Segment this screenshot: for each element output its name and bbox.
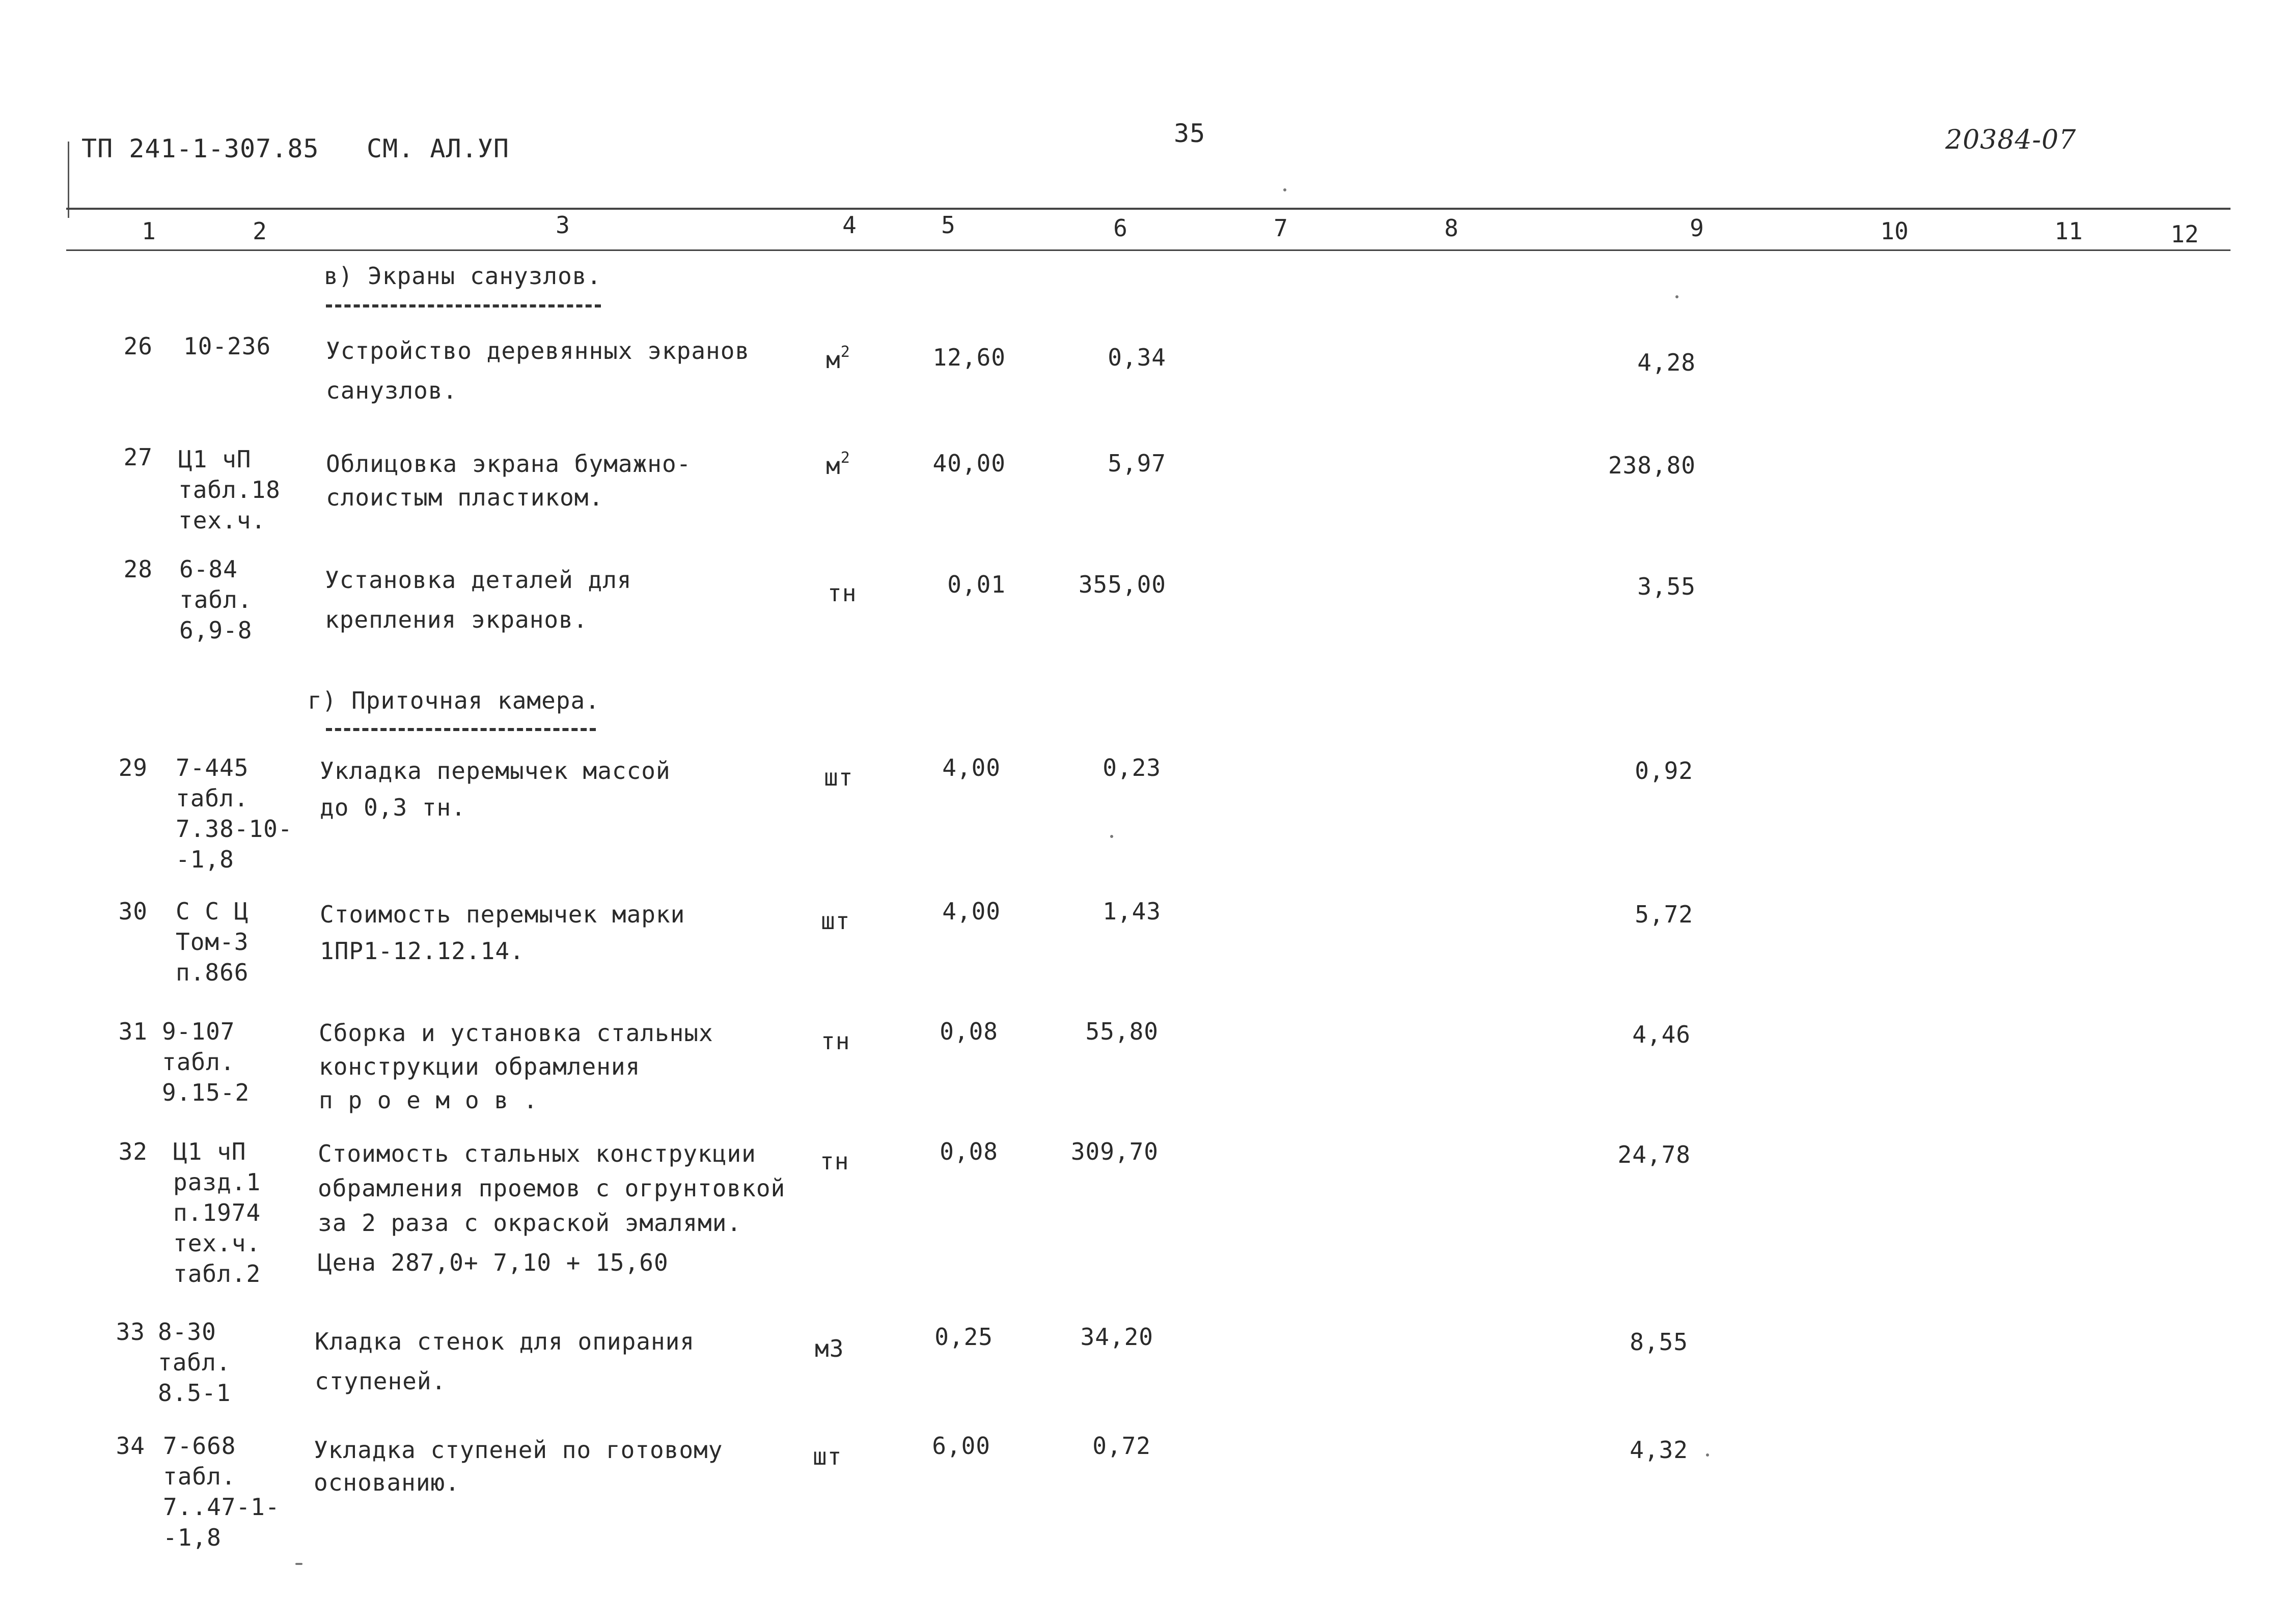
section-underline: [326, 728, 596, 731]
row-description: Сборка и установка стальных конструкции обрамления п р о е м о в .: [319, 1019, 713, 1114]
header-top-rule: [66, 208, 2230, 210]
row-unit: шт: [824, 764, 853, 791]
row-code: Ц1 чП разд.1 п.1974 тех.ч. табл.2: [173, 1138, 261, 1287]
handwritten-reference: 20384-07: [1945, 125, 2077, 155]
row-code: 8-30 табл. 8.5-1: [158, 1318, 231, 1407]
row-total: 0,92: [1635, 757, 1693, 785]
row-unit-price: 0,34: [1108, 344, 1166, 371]
row-description: Установка деталей для крепления экранов.: [325, 566, 632, 633]
row-code: 10-236: [183, 332, 271, 360]
row-unit: шт: [813, 1443, 842, 1470]
row-unit-price: 34,20: [1080, 1323, 1153, 1351]
column-number: 2: [253, 217, 267, 245]
section-heading: г) Приточная камера.: [308, 687, 600, 714]
left-margin-rule: [68, 142, 69, 218]
row-description: Укладка перемычек массой до 0,3 тн.: [320, 757, 671, 821]
row-code: 7-445 табл. 7.38-10- -1,8: [176, 754, 293, 873]
row-quantity: 12,60: [932, 344, 1006, 371]
row-total: 5,72: [1635, 901, 1693, 928]
row-description: Кладка стенок для опирания ступеней.: [315, 1328, 695, 1395]
row-description: Укладка ступеней по готовому основанию.: [314, 1436, 723, 1496]
section-underline: [326, 304, 601, 307]
scan-speck: [1283, 188, 1286, 191]
column-number: 11: [2054, 217, 2083, 245]
row-number: 26: [123, 332, 153, 360]
scan-speck: [1110, 835, 1113, 838]
row-total: 4,46: [1632, 1021, 1691, 1048]
row-unit-price: 5,97: [1108, 450, 1166, 477]
row-unit: $м^2$: [826, 449, 850, 480]
column-number: 6: [1113, 214, 1127, 242]
row-unit: тн: [821, 1027, 850, 1055]
row-number: 30: [118, 898, 148, 925]
row-unit: тн: [820, 1147, 849, 1175]
row-number: 33: [116, 1318, 145, 1346]
row-total: 24,78: [1617, 1141, 1691, 1168]
row-description: Стоимость стальных конструкции обрамления проемов с огрунтовкой за 2 раза с окраской эмалями.: [318, 1140, 786, 1237]
row-description: Устройство деревянных экранов санузлов.: [326, 337, 750, 404]
row-unit-price: 309,70: [1070, 1138, 1159, 1165]
row-number: 27: [123, 443, 153, 471]
row-total: 4,28: [1637, 349, 1696, 376]
column-number: 12: [2170, 220, 2199, 248]
column-number: 5: [941, 211, 955, 239]
row-code: Ц1 чП табл.18 тех.ч.: [178, 445, 281, 534]
row-unit-price: 1,43: [1103, 898, 1161, 925]
row-unit-price: 55,80: [1085, 1018, 1159, 1045]
column-number: 3: [556, 211, 570, 239]
row-quantity: 6,00: [932, 1432, 990, 1460]
column-number: 4: [842, 211, 857, 239]
row-quantity: 40,00: [932, 450, 1006, 477]
row-quantity: 0,25: [934, 1323, 993, 1351]
scan-speck: [295, 1563, 302, 1565]
row-number: 31: [118, 1018, 148, 1045]
row-total: 3,55: [1637, 573, 1696, 600]
row-quantity: 0,08: [940, 1018, 998, 1045]
row-quantity: 0,01: [947, 571, 1006, 598]
row-unit-price: 0,23: [1103, 754, 1161, 781]
row-description: Облицовка экрана бумажно- слоистым пластиком.: [326, 450, 692, 511]
row-unit-price: 0,72: [1092, 1432, 1151, 1460]
row-description: Стоимость перемычек марки 1ПР1-12.12.14.: [320, 901, 685, 965]
section-heading: в) Экраны санузлов.: [324, 262, 602, 290]
album-reference: СМ. АЛ.УП: [367, 134, 509, 163]
row-unit: м3: [815, 1335, 844, 1362]
row-price-note: Цена 287,0+ 7,10 + 15,60: [318, 1249, 669, 1276]
column-number: 8: [1444, 214, 1458, 242]
column-number: 7: [1274, 214, 1288, 242]
row-code: 6-84 табл. 6,9-8: [179, 555, 253, 644]
row-quantity: 4,00: [942, 898, 1001, 925]
column-number: 1: [142, 217, 156, 245]
row-code: 7-668 табл. 7..47-1- -1,8: [163, 1432, 280, 1551]
row-code: С С Ц Том-3 п.866: [176, 898, 249, 986]
row-quantity: 0,08: [940, 1138, 998, 1165]
row-number: 34: [116, 1432, 145, 1460]
row-code: 9-107 табл. 9.15-2: [162, 1018, 250, 1106]
row-unit-price: 355,00: [1078, 571, 1166, 598]
row-total: 238,80: [1608, 452, 1696, 479]
row-number: 29: [118, 754, 148, 781]
document-code: ТП 241-1-307.85: [81, 134, 319, 163]
row-number: 28: [123, 555, 153, 583]
row-unit: тн: [828, 579, 857, 607]
scan-speck: [1675, 295, 1678, 298]
row-quantity: 4,00: [942, 754, 1001, 781]
column-number: 9: [1690, 214, 1704, 242]
scan-speck: [1706, 1453, 1709, 1457]
row-unit: шт: [821, 907, 850, 935]
row-total: 4,32: [1630, 1436, 1688, 1464]
row-unit: $м^2$: [826, 343, 850, 374]
row-number: 32: [118, 1138, 148, 1165]
row-total: 8,55: [1630, 1328, 1688, 1356]
column-number: 10: [1880, 217, 1909, 245]
header-bottom-rule: [66, 249, 2230, 251]
page-number: 35: [1174, 119, 1206, 148]
